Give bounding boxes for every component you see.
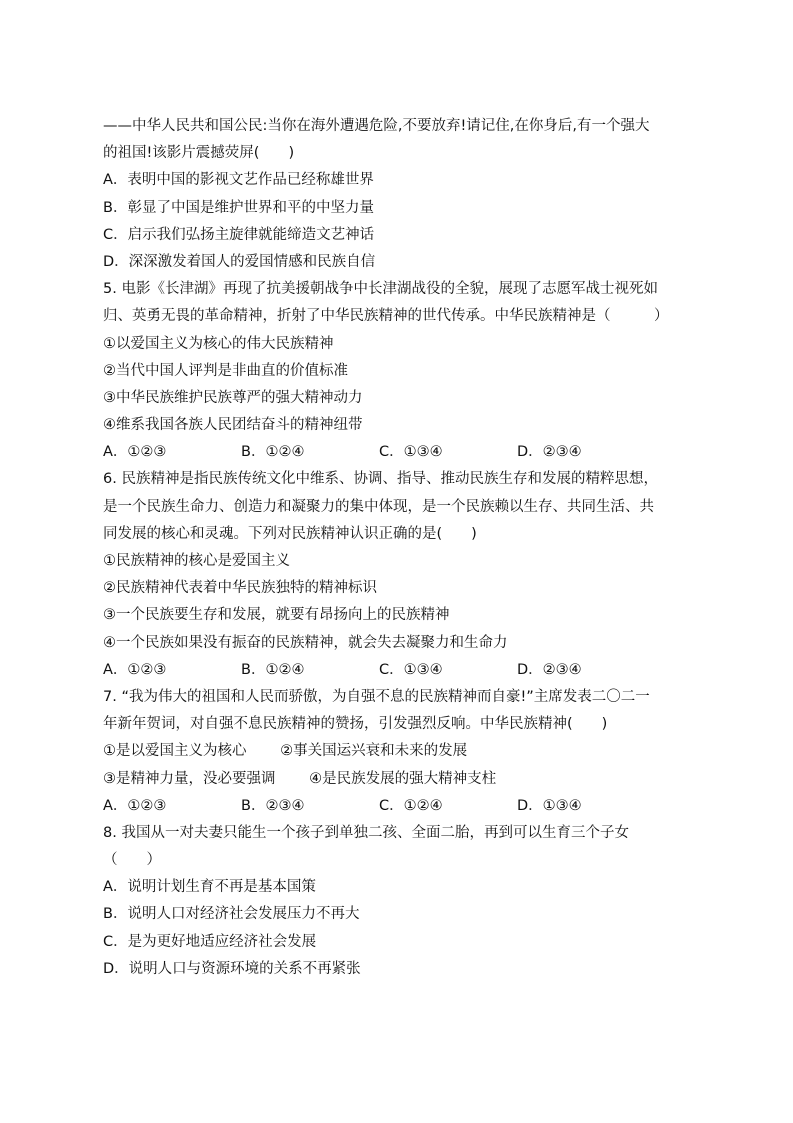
question-5-choice-c: C．①③④ — [379, 444, 443, 461]
question-6-item-4: ④一个民族如果没有振奋的民族精神，就会失去凝聚力和生命力 — [103, 634, 508, 651]
question-6-stem-line-2: 是一个民族生命力、创造力和凝聚力的集中体现，是一个民族赖以生存、共同生活、共 — [103, 498, 654, 515]
question-4-stem-line-2: 的祖国!该影片震撼荧屏( ) — [103, 145, 295, 162]
question-6-stem-line-1: 6. 民族精神是指民族传统文化中维系、协调、指导、推动民族生存和发展的精粹思想， — [103, 471, 658, 488]
question-8-stem-line-2: （ ） — [103, 852, 161, 869]
question-4-option-a: A．表明中国的影视文艺作品已经称雄世界 — [103, 172, 374, 189]
question-7-stem-line-2: 年新年贺词，对自强不息民族精神的赞扬，引发强烈反响。中华民族精神( ) — [103, 716, 608, 733]
question-8 — [103, 820, 703, 983]
question-8-option-b: B．说明人口对经济社会发展压力不再大 — [103, 906, 360, 923]
question-5-item-4: ④维系我国各族人民团结奋斗的精神纽带 — [103, 417, 363, 434]
question-7-choice-c: C．①②④ — [379, 797, 443, 814]
question-5-choice-b: B．①②④ — [241, 444, 305, 461]
question-8-option-d: D．说明人口与资源环境的关系不再紧张 — [103, 960, 361, 977]
question-5-stem-line-1: 5. 电影《长津湖》再现了抗美援朝战争中长津湖战役的全貌，展现了志愿军战士视死如 — [103, 281, 658, 298]
question-4-option-b: B．彰显了中国是维护世界和平的中坚力量 — [103, 199, 374, 216]
question-7-items-row-1: ①是以爱国主义为核心 ②事关国运兴衰和未来的发展 — [103, 743, 468, 760]
question-7-items-row-2: ③是精神力量，没必要强调 ④是民族发展的强大精神支柱 — [103, 770, 497, 787]
question-6-choice-b: B．①②④ — [241, 661, 305, 678]
question-6-item-3: ③一个民族要生存和发展，就要有昂扬向上的民族精神 — [103, 607, 450, 624]
question-7-choice-a: A．①②③ — [103, 797, 167, 814]
question-7-choice-b: B．②③④ — [241, 797, 305, 814]
question-7-choices — [103, 793, 703, 820]
question-6-item-1: ①民族精神的核心是爱国主义 — [103, 553, 290, 569]
question-6-item-2: ②民族精神代表着中华民族独特的精神标识 — [103, 580, 377, 597]
document-page — [103, 113, 703, 983]
question-4 — [103, 113, 703, 276]
question-6-choice-d: D．②③④ — [517, 661, 582, 678]
question-7 — [103, 684, 703, 820]
question-6-choice-c: C．①③④ — [379, 661, 443, 678]
question-8-stem-line-1: 8. 我国从一对夫妻只能生一个孩子到单独二孩、全面二胎，再到可以生育三个子女 — [103, 824, 629, 841]
question-5-choice-a: A．①②③ — [103, 444, 167, 461]
question-7-stem-line-1: 7. “我为伟大的祖国和人民而骄傲，为自强不息的民族精神而自豪!”主席发表二〇二一 — [103, 688, 650, 705]
question-5-item-2: ②当代中国人评判是非曲直的价值标准 — [103, 362, 348, 379]
question-5-item-3: ③中华民族维护民族尊严的强大精神动力 — [103, 389, 363, 406]
question-6-stem-line-3: 同发展的核心和灵魂。下列对民族精神认识正确的是( ) — [103, 525, 477, 542]
question-5 — [103, 276, 703, 466]
question-5-stem-line-2: 归、英勇无畏的革命精神，折射了中华民族精神的世代传承。中华民族精神是（ ） — [103, 308, 669, 325]
question-7-choice-d: D．①③④ — [517, 797, 582, 814]
question-5-choices — [103, 439, 703, 466]
question-6-choice-a: A．①②③ — [103, 661, 167, 678]
question-8-option-c: C．是为更好地适应经济社会发展 — [103, 933, 317, 950]
question-5-choice-d: D．②③④ — [517, 444, 582, 461]
question-6 — [103, 466, 703, 684]
question-5-item-1: ①以爱国主义为核心的伟大民族精神 — [103, 335, 334, 352]
question-4-stem-line-1: ——中华人民共和国公民:当你在海外遭遇危险,不要放弃!请记住,在你身后,有一个强大 — [103, 118, 650, 134]
question-4-option-d: D．深深激发着国人的爱国情感和民族自信 — [103, 253, 376, 270]
question-8-option-a: A．说明计划生育不再是基本国策 — [103, 879, 316, 896]
question-4-option-c: C．启示我们弘扬主旋律就能缔造文艺神话 — [103, 226, 375, 243]
question-6-choices — [103, 657, 703, 684]
